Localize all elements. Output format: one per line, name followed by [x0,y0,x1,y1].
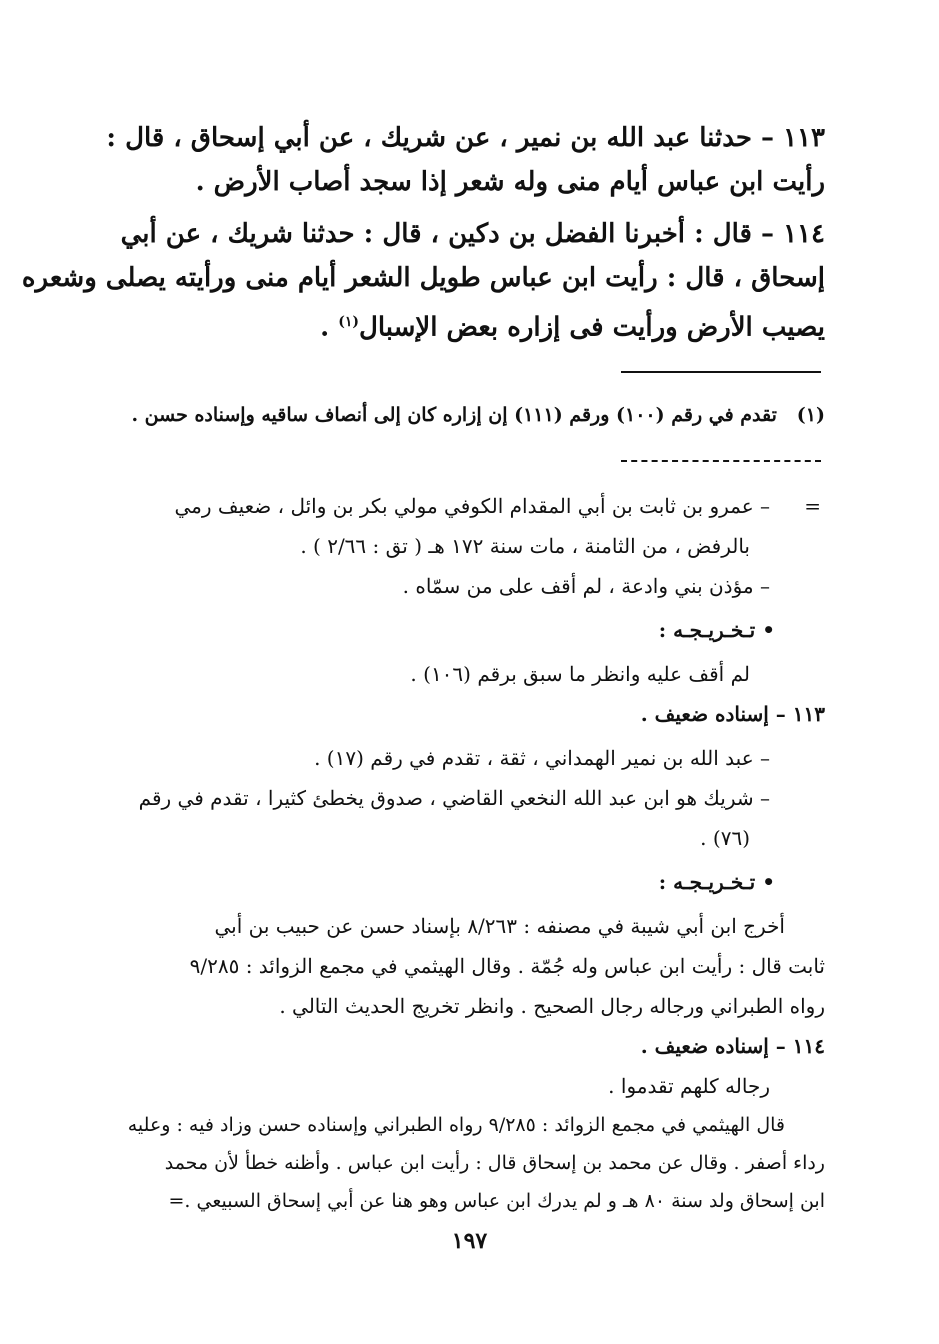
commentary [127,486,825,1220]
hadith-text-line: – قال : أخبرنا الفضل بن دكين ، قال : حدثنا شريك ، عن أبي [120,219,775,249]
page-number: ١٩٧ [451,1228,488,1254]
hadith-text-line: – حدثنا عبد الله بن نمير ، عن شريك ، عن أبي إسحاق ، قال : [106,123,775,153]
commentary-line: رواه الطبراني ورجاله رجال الصحيح . وانظر تخريج الحديث التالي . [279,994,825,1018]
hadith-text-line-end: . [320,312,339,343]
commentary-line: – مؤذن بني وادعة ، لم أقف على من سمّاه . [402,574,770,598]
commentary-line: – عبد الله بن نمير الهمداني ، ثقة ، تقدم في رقم (١٧) . [314,746,770,770]
continuation-mark: = [804,494,821,518]
commentary-line: أخرج ابن أبي شيبة في مصنفه : ٨/٢٦٣ بإسناد حسن عن حبيب بن أبي [214,914,785,938]
commentary-separator [621,460,821,462]
hadith-114 [21,212,825,350]
commentary-line: – شريك هو ابن عبد الله النخعي القاضي ، صدوق يخطئ كثيرا ، تقدم في رقم [138,786,770,810]
commentary-line: ابن إسحاق ولد سنة ٨٠ هـ و لم يدرك ابن عباس وهو هنا عن أبي إسحاق السبيعي .= [168,1190,825,1212]
main-text [21,116,825,350]
hadith-text-line: رأيت ابن عباس أيام منى وله شعر إذا سجد أصاب الأرض . [195,167,825,197]
hadith-text-line: يصيب الأرض ورأيت فى إزاره بعض الإسبال [358,312,825,343]
hadith-number: ١١٤ [783,219,825,249]
footnote [131,398,825,432]
footnote-text: تقدم في رقم (١٠٠) ورقم (١١١) إن إزاره كان إلى أنصاف ساقيه وإسناده حسن . [131,404,777,426]
commentary-line: (٧٦) . [700,826,750,850]
hadith-number: ١١٣ [783,123,825,153]
isnad-heading-114: ١١٤ – إسناده ضعيف . [640,1034,825,1058]
commentary-line: لم أقف عليه وانظر ما سبق برقم (١٠٦) . [410,662,750,686]
footnote-marker: (١) [796,404,825,426]
takhrij-heading: • تـخـريـجـه : [658,870,775,894]
takhrij-heading: • تـخـريـجـه : [658,618,775,642]
commentary-line: بالرفض ، من الثامنة ، مات سنة ١٧٢ هـ ( تق : ٢/٦٦ ) . [300,534,750,558]
hadith-text-line: إسحاق ، قال : رأيت ابن عباس طويل الشعر أيام منى ورأيته يصلى وشعره [21,263,825,293]
commentary-line: – عمرو بن ثابت بن أبي المقدام الكوفي مولي بكر بن وائل ، ضعيف رمي [174,494,770,518]
isnad-heading-113: ١١٣ – إسناده ضعيف . [640,702,825,726]
commentary-line: ثابت قال : رأيت ابن عباس وله جُمّة . وقال الهيثمي في مجمع الزوائد : ٩/٢٨٥ [189,954,825,978]
footnote-reference[interactable]: (١) [338,314,359,330]
commentary-line: رجاله كلهم تقدموا . [608,1074,770,1098]
commentary-line: رداء أصفر . وقال عن محمد بن إسحاق قال : رأيت ابن عباس . وأظنه خطأ لأن محمد [164,1152,825,1174]
footnote-separator [621,371,821,373]
commentary-line: قال الهيثمي في مجمع الزوائد : ٩/٢٨٥ رواه الطبراني وإسناده حسن وزاد فيه : وعليه [127,1114,785,1136]
hadith-113 [106,116,825,204]
